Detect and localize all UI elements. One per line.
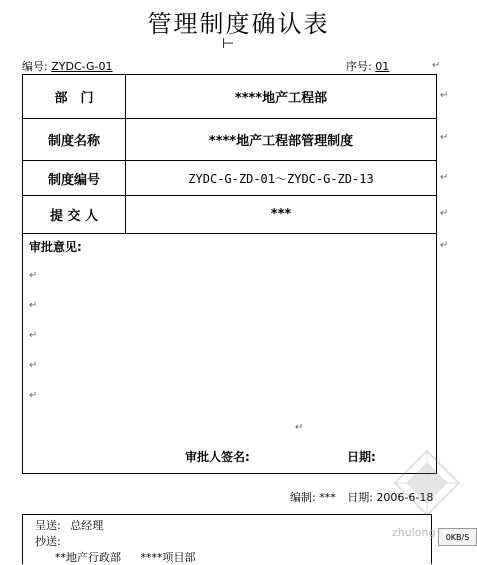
paragraph-mark-icon: ↵ xyxy=(440,90,449,101)
approval-section xyxy=(23,234,436,473)
cc-line xyxy=(55,549,196,565)
signer-label: 审批人签名: xyxy=(185,450,250,464)
paragraph-mark-icon: ↵ xyxy=(29,300,38,311)
speed-badge: 0KB/S xyxy=(438,528,477,546)
text-cursor-icon: ⊢ xyxy=(222,36,235,52)
approval-date-label: 日期: xyxy=(347,450,376,464)
paragraph-mark-icon: ↵ xyxy=(295,422,304,433)
table-row xyxy=(23,196,436,234)
report-label: 呈送: xyxy=(35,519,61,532)
row-value: *** xyxy=(270,207,292,222)
seq-value: 01 xyxy=(375,60,390,73)
report-line xyxy=(35,517,103,533)
code-label: 编号: xyxy=(22,60,48,73)
row-value: ZYDC-G-ZD-01～ZYDC-G-ZD-13 xyxy=(188,171,374,186)
paragraph-mark-icon: ↵ xyxy=(29,390,38,401)
row-label: 制度名称 xyxy=(23,119,126,160)
seq-line xyxy=(346,58,389,74)
row-value: ****地产工程部 xyxy=(234,91,328,106)
compiled-label: 编制: xyxy=(290,491,316,504)
row-label: 制度编号 xyxy=(23,161,126,195)
table-row xyxy=(23,75,436,119)
table-row xyxy=(23,119,436,161)
confirmation-table xyxy=(22,74,437,474)
document-title: 管理制度确认表 xyxy=(147,10,330,38)
paragraph-mark-icon: ↵ xyxy=(440,172,449,183)
row-label: 部 门 xyxy=(23,75,126,118)
table-row xyxy=(23,161,436,196)
paragraph-mark-icon: ↵ xyxy=(440,208,449,219)
watermark-logo-icon xyxy=(392,448,462,518)
compiled-date-label: 日期: xyxy=(347,491,373,504)
report-value: 总经理 xyxy=(70,519,104,532)
cc-dept: **地产行政部 xyxy=(55,551,121,564)
cc-label: 抄送: xyxy=(35,535,61,548)
row-value: ****地产工程部管理制度 xyxy=(208,134,354,149)
compiled-date-value: 2006-6-18 xyxy=(376,491,434,504)
paragraph-mark-icon: ↵ xyxy=(440,132,449,143)
seq-label: 序号: xyxy=(346,60,372,73)
paragraph-mark-icon: ↵ xyxy=(29,360,38,371)
code-value: ZYDC-G-01 xyxy=(51,60,113,73)
compiled-value: *** xyxy=(319,491,336,504)
distribution-box xyxy=(22,514,432,564)
paragraph-mark-icon: ↵ xyxy=(440,240,449,251)
row-label: 提 交 人 xyxy=(23,196,126,233)
paragraph-mark-icon: ↵ xyxy=(29,270,38,281)
code-line xyxy=(22,58,113,74)
approval-label: 审批意见: xyxy=(29,240,82,254)
paragraph-mark-icon: ↵ xyxy=(432,60,441,71)
paragraph-mark-icon: ↵ xyxy=(29,330,38,341)
cc-project: ****项目部 xyxy=(140,551,196,564)
watermark-text: zhulong xyxy=(392,526,436,539)
